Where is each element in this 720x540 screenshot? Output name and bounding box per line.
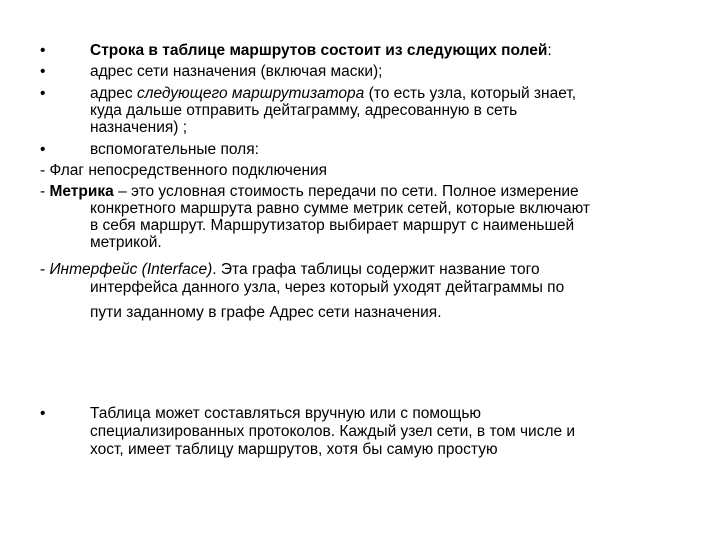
- row-fields-text: Строка в таблице маршрутов состоит из следующих полей: [90, 42, 548, 59]
- next-router-line-1: [90, 85, 576, 102]
- flag-line: - Флаг непосредственного подключения: [40, 162, 328, 179]
- interface-rest: . Эта графа таблицы содержит название того: [212, 261, 540, 278]
- row-fields-line: [90, 42, 552, 59]
- interface-italic: Интерфейс (Interface): [49, 261, 213, 278]
- bullet-marker: •: [40, 85, 46, 102]
- metric-line-4: метрикой.: [90, 234, 162, 251]
- dest-address-line: адрес сети назначения (включая маски);: [90, 63, 383, 80]
- metric-rest: – это условная стоимость передачи по сети. Полное измерение: [113, 183, 579, 200]
- interface-line-2: интерфейса данного узла, через который уходят дейтаграммы по: [90, 279, 565, 296]
- metric-dash: -: [40, 183, 50, 200]
- bullet-marker: •: [40, 63, 46, 80]
- next-router-italic: следующего маршрутизатора: [136, 85, 365, 102]
- interface-dash: -: [40, 261, 50, 278]
- next-router-line-3: назначения) ;: [90, 119, 188, 136]
- bullet-marker: •: [40, 405, 46, 422]
- metric-bold: Метрика: [49, 183, 114, 200]
- manual-table-line-1: Таблица может составляться вручную или с помощью: [90, 405, 482, 422]
- metric-line-2: конкретного маршрута равно сумме метрик сетей, которые включают: [90, 200, 591, 217]
- interface-line-3: пути заданному в графе Адрес сети назначения.: [90, 304, 442, 321]
- manual-table-line-2: специализированных протоколов. Каждый узел сети, в том числе и: [90, 423, 576, 440]
- manual-table-line-3: хост, имеет таблицу маршрутов, хотя бы самую простую: [90, 441, 498, 458]
- bullet-marker: •: [40, 42, 46, 59]
- metric-line-1: [40, 183, 579, 200]
- aux-fields-line: вспомогательные поля:: [90, 141, 259, 158]
- bullet-marker: •: [40, 141, 46, 158]
- row-fields-colon: :: [547, 42, 552, 59]
- next-router-prefix: адрес: [90, 85, 137, 102]
- next-router-suffix: (то есть узла, который знает,: [364, 85, 577, 102]
- metric-line-3: в себя маршрут. Маршрутизатор выбирает маршрут с наименьшей: [90, 217, 575, 234]
- interface-line-1: [40, 261, 540, 278]
- next-router-line-2: куда дальше отправить дейтаграмму, адресованную в сеть: [90, 102, 518, 119]
